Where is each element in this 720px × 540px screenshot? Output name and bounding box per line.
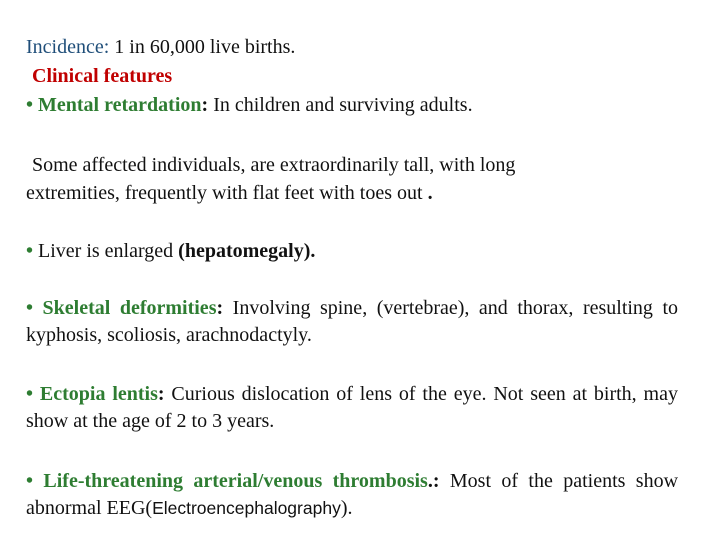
mental-retardation-colon: : [201,94,209,116]
liver-bold: (hepatomegaly). [178,240,316,262]
liver-text: Liver is enlarged [38,240,179,262]
incidence-text: 1 in 60,000 live births. [109,36,296,58]
thrombosis-end: ). [340,497,353,519]
bullet-icon: • [26,383,34,405]
ectopia-text: Curious dislocation of lens of the eye. Not seen at birth, may show at the age of 2 to 3 years. [26,383,678,432]
tall-line-2 [26,180,678,207]
thrombosis-paragraph [26,468,678,522]
tall-text-1: Some affected individuals, are extraordinarily tall, with long [32,154,516,176]
ectopia-colon: : [157,383,165,405]
liver-line [26,238,678,265]
clinical-features-text: Clinical features [32,65,173,87]
ectopia-label: Ectopia lentis [39,383,158,405]
bullet-icon: • [26,470,34,492]
thrombosis-text: Most of the patients show abnormal EEG( [26,470,679,519]
mental-retardation-label: Mental retardation [38,94,202,116]
mental-retardation-line [26,92,678,119]
bullet-icon: • [26,240,34,262]
thrombosis-colon: .: [427,470,440,492]
skeletal-text: Involving spine, (vertebrae), and thorax, resulting to kyphosis, scoliosis, arachnodactyly. [26,297,679,346]
bullet-icon: • [26,297,34,319]
ectopia-paragraph [26,381,678,435]
tall-line-1 [32,152,684,179]
thrombosis-sans: Electroencephalography [152,498,341,518]
skeletal-label: Skeletal deformities [42,297,217,319]
skeletal-colon: : [216,297,224,319]
incidence-line [26,34,678,61]
tall-text-2: extremities, frequently with flat feet with toes out [26,182,423,204]
mental-retardation-text: In children and surviving adults. [208,94,473,116]
incidence-label: Incidence: [26,36,110,58]
clinical-features-heading [32,63,684,90]
tall-end: . [427,182,433,204]
thrombosis-label: Life-threatening arterial/venous thrombosis [43,470,428,492]
bullet-icon: • [26,94,34,116]
skeletal-paragraph [26,295,678,349]
